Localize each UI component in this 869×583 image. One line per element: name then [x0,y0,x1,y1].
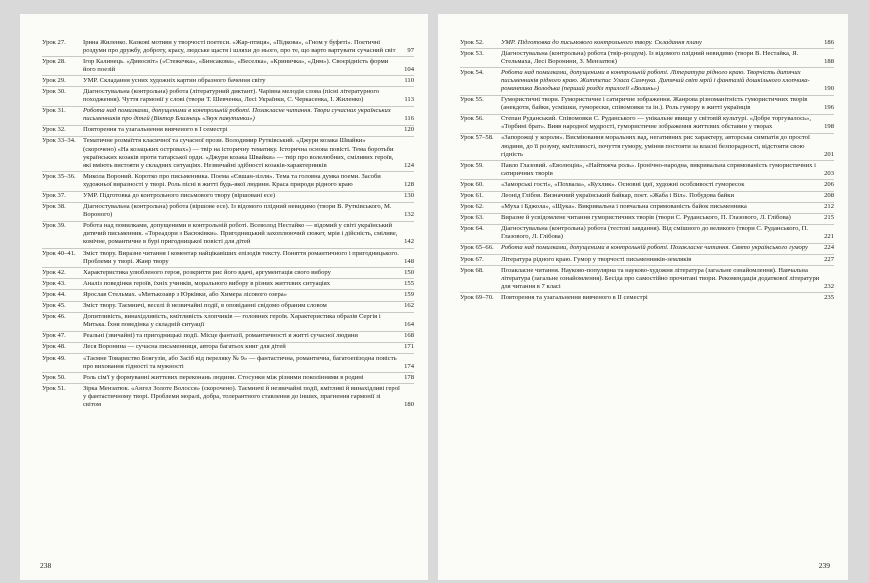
lesson-title: Тематичне розмаїття класичної та сучасної прози. Володимир Рутківський. «Джури козака Швайки» (скорочено) «На козацьких островах») — твір на історичну тематику. Історична основа повісті. Тема боротьби українських козаків проти татарської орди. «Джури козака Швайки» — твір про волелюбних, сміливих героїв, які вміють вистояти у складних ситуаціях. Незвичайні здібності козаків-характерників [83,137,394,169]
page-ref: 168 [404,332,414,340]
page-ref: 128 [404,180,414,188]
lesson-label: Урок 40–41. [42,249,76,257]
page-ref: 132 [404,211,414,219]
toc-entry [460,191,834,202]
right-toc [460,38,834,304]
lesson-title: Повторення та узагальнення вивченого в І семестрі [83,126,228,134]
page-ref: 198 [824,123,834,131]
lesson-title: Діагностувальна (контрольна) робота (літературний диктант). Чарівна мелодія слова (пісні літературного походження). Чуття гармонії у слові (твори Т. Шевченка, Лесі Українки, С. Черкасенка, І. Жиленко) [83,87,380,104]
lesson-label: Урок 37. [42,192,66,199]
page-ref: 159 [404,290,414,298]
toc-entry [460,213,834,224]
lesson-label: Урок 50. [42,373,66,381]
lesson-title: Робота над помилками, допущеними в контрольній роботі. Позакласне читання. Свято українського гумору [501,244,808,252]
lesson-label: Урок 28. [42,57,66,65]
page-ref: 203 [824,169,834,177]
page-ref: 110 [404,76,414,84]
lesson-label: Урок 52. [460,38,484,46]
lesson-label: Урок 27. [42,38,66,46]
toc-entry [42,342,414,353]
toc-entry [460,254,834,265]
lesson-label: Урок 31. [42,107,66,115]
lesson-label: Урок 29. [42,76,66,84]
page-ref: 148 [404,257,414,265]
lesson-title: Ірина Жиленко. Казкові мотиви у творчості поетеси. «Жар-птиця», «Підкова», «Гном у буфеті». Поетичні роздуми про дружбу, доброту, красу, людське щастя і шляхи до нього, про те, що варто вартувати сучасний світ [83,38,396,54]
lesson-label: Урок 61. [460,192,484,199]
lesson-title: Робота над помилками, допущеними в контрольній роботі. Всеволод Нестайко — відомий у світі український дитячий письменник. «Тореадори з Васюківки». Пригодницький захоплюючий сюжет, мрія і дійсність, сміливе, комічне, романтичне в бурі пригодницької повісті для дітей [83,222,398,246]
left-page [20,14,428,580]
lesson-title: Діагностувальна (контрольна) робота (віршове есе). Із відомого плідний невидимо (твори В. Рутківського, М. Вороного) [83,203,392,219]
lesson-title: Степан Руданський. Співомовки С. Руданського — унікальне явище у світовій культурі. «Добре торгувалось», «Торбині брат». Вияв народної мудрості, гумористичне зображення життєвих обставин у творах [501,115,811,131]
lesson-title: Леонід Глібов. Визначний український байкар, поет. «Жаба і Віл». Побудова байки [501,192,734,199]
page-ref: 208 [824,192,834,199]
toc-entry [42,289,414,300]
lesson-title: Виразне й усвідомлене читання гумористичних творів (твори С. Руданського, П. Глазового, Л. Глібова) [501,214,791,222]
toc-entry [42,125,414,136]
toc-entry [460,48,834,67]
toc-entry [42,301,414,312]
toc-entry [460,179,834,190]
page-ref: 113 [404,96,414,104]
toc-entry [460,202,834,213]
lesson-label: Урок 43. [42,279,66,287]
toc-entry [42,312,414,331]
lesson-title: Микола Вороний. Коротко про письменника. Поема «Євшан-зілля». Тема та головна думка поеми. Засоби художньої виразності у творі. Роль пісні в житті будь-якої людини. Краса природи рідного краю [83,172,381,188]
lesson-label: Урок 57–58. [460,134,494,142]
toc-entry [460,67,834,94]
page-ref: 171 [404,343,414,351]
lesson-title: Робота над помилками, допущеними в контрольній роботі. Позакласне читання. Твори сучасних українських письменників про дітей (Віктор Близнець «Звук павутинки») [83,107,391,123]
lesson-title: Ігор Калинець. «Дивосвіт» («Стежечка», «Бинсакова», «Веселка», «Криничка», «Дим»). Своєрідність форми його поезій [83,57,389,73]
page-ref: 116 [404,115,414,123]
lesson-label: Урок 51. [42,384,66,392]
lesson-label: Урок 32. [42,126,66,134]
lesson-title: УМР. Підготовка до контрольного письмового твору (віршовані есе) [83,192,276,199]
lesson-label: Урок 39. [42,222,66,230]
toc-entry [42,267,414,278]
page-ref: 212 [824,203,834,211]
page-ref: 155 [404,279,414,287]
page-ref: 104 [404,65,414,73]
page-ref: 130 [404,192,414,199]
lesson-label: Урок 35–36. [42,172,76,180]
toc-entry [42,38,414,56]
page-ref: 224 [824,244,834,252]
lesson-title: Робота над помилками, допущеними в контрольній роботі. Література рідного краю. Творчість дитячих письменників рідного краю. Життєпис Уласа Самчука. Дитячий світ мрій і фантазій дошкільного хлопчика-романтика Володька (перший розділ трилогії «Волинь») [501,68,810,92]
lesson-title: Зміст твору. Таємничі, веселі й незвичайні події, в оповіданні свідомо обраним словом [83,302,327,310]
toc-entry [460,38,834,48]
page-ref: 206 [824,180,834,188]
page-ref: 215 [824,214,834,222]
lesson-label: Урок 44. [42,290,66,298]
toc-entry [42,202,414,221]
lesson-label: Урок 55. [460,96,484,104]
lesson-title: Повторення та узагальнення вивченого в ІІ семестрі [501,293,648,301]
page-ref: 180 [404,400,414,408]
lesson-title: Реальні (звичайні) та пригодницькі події. Місце фантазії, романтичності в житті сучасної людини [83,332,358,340]
toc-entry [460,292,834,303]
lesson-label: Урок 56. [460,115,484,123]
lesson-title: Позакласне читання. Науково-популярна та науково-художня література (загальне ознайомлення). Навчальна література (загальне ознайомлення). Бесіда про самостійно прочитані твори. Рекомендація додаткової літератури для читання в 7 класі [501,266,820,290]
page-ref: 120 [404,126,414,134]
lesson-label: Урок 65–66. [460,244,494,252]
lesson-label: Урок 53. [460,49,484,57]
left-toc [42,38,414,411]
lesson-title: Характеристика улюбленого героя, розкриття рис його вдачі, аргументація свого вибору [83,268,331,276]
toc-entry [42,56,414,75]
lesson-label: Урок 60. [460,180,484,188]
lesson-label: Урок 33–34. [42,137,76,145]
toc-entry [460,224,834,243]
page-ref: 235 [824,293,834,301]
toc-entry [42,331,414,342]
lesson-title: «Заморські гості», «Похвала», «Кухлик». Основні ідеї, художні особливості гуморесок [501,180,745,188]
toc-entry [42,191,414,202]
lesson-title: Зірка Мензатюк. «Ангел Золоте Волосся» (скорочено). Таємничі й незвичайні події, кмітливі й винахідливі герої у фантастичному творі. Проблеми моралі, добра, толерантного ставлення до інших, прагнення гармонії зі світом [83,384,400,408]
lesson-label: Урок 47. [42,332,66,340]
toc-entry [42,353,414,372]
lesson-title: Павло Глазовий. «Еволюція», «Найтяжча роль». Іронічно-народна, викривальна спрямованість гумористичних і сатиричних творів [501,161,816,177]
page-ref: 174 [404,362,414,370]
page-ref: 201 [824,150,834,158]
right-page [438,14,848,580]
page-ref: 227 [824,255,834,263]
lesson-title: УМР. Підготовка до письмового контрольного твору. Складання плану [501,38,702,46]
page-ref: 190 [824,84,834,92]
lesson-label: Урок 42. [42,268,66,276]
lesson-label: Урок 62. [460,203,484,211]
lesson-label: Урок 59. [460,161,484,169]
lesson-title: «Запорожці у короля». Висміювання моральних вад, негативних рис характеру, авторська симпатія до простої людини, до її розуму, кмітливості, почуття гумору, уміння постояти за власні безпорадності, відстояти свою гідність [501,134,810,158]
page-ref: 196 [824,104,834,112]
toc-entry [42,221,414,248]
lesson-label: Урок 46. [42,313,66,321]
toc-entry [42,278,414,289]
lesson-title: Діагностувальна (контрольна) робота (твір-роздум). Із відомого плідний невидимо (твори В. Нестайка, Я. Стельмаха, Лесі Воронини, З. Мензатюк) [501,49,799,65]
lesson-label: Урок 68. [460,266,484,274]
lesson-label: Урок 64. [460,225,484,233]
lesson-label: Урок 69–70. [460,293,494,301]
page-ref: 142 [404,238,414,246]
right-page-number: 239 [818,561,830,570]
toc-entry [42,136,414,171]
lesson-title: Аналіз поведінки героїв, їхніх учинків, морального вибору в різних життєвих ситуаціях [83,279,331,287]
toc-entry [42,171,414,190]
lesson-label: Урок 48. [42,343,66,351]
toc-entry [42,248,414,267]
page-ref: 221 [824,233,834,241]
toc-entry [460,160,834,179]
toc-entry [42,383,414,410]
toc-entry [460,114,834,133]
lesson-title: Гумористичні твори. Гумористичне і сатиричне зображення. Жанрова різноманітність гумористичних творів (анекдоти, байки, усмішки, гуморески, співомовки та ін.). Роль гумору в житті українців [501,96,808,112]
lesson-label: Урок 45. [42,302,66,310]
page-ref: 178 [404,373,414,381]
lesson-title: «Муха і Бджола», «Щука». Викривальна і повчальна спрямованість байок письменника [501,203,747,211]
toc-entry [460,133,834,160]
toc-entry [460,243,834,254]
lesson-title: Література рідного краю. Гумор у творчості письменників-земляків [501,255,692,263]
lesson-title: Зміст твору. Виразне читання і коментар найцікавіших епізодів тексту. Поняття романтичного і пригодницького. Проблеми у творі. Жанр твору [83,249,399,265]
page-ref: 162 [404,302,414,310]
lesson-title: Ярослав Стельмах. «Митькозавр з Юрківки, або Химера лісового озера» [83,290,287,298]
page-ref: 232 [824,282,834,290]
toc-entry [42,75,414,86]
page-ref: 150 [404,268,414,276]
lesson-title: Допитливість, винахідливість, кмітливість хлопчиків — головних героїв. Характеристика образів Сергія і Митька. Їхня поведінка у складній ситуації [83,313,381,329]
lesson-label: Урок 67. [460,255,484,263]
lesson-label: Урок 30. [42,87,66,95]
toc-entry [42,86,414,105]
page-ref: 124 [404,161,414,169]
lesson-title: УМР. Складання усних художніх картин образного бачення світу [83,76,266,84]
toc-entry [460,95,834,114]
lesson-label: Урок 38. [42,203,66,211]
page-ref: 164 [404,321,414,329]
lesson-label: Урок 54. [460,68,484,76]
lesson-title: Леся Воронина — сучасна письменниця, автора багатьох книг для дітей [83,343,286,351]
lesson-title: Діагностувальна (контрольна) робота (тестові завдання). Від смішного до великого (твори С. Руданського, П. Глазового, Л. Глібова) [501,225,809,241]
page-ref: 97 [407,46,414,54]
page-ref: 186 [824,38,834,46]
toc-entry [42,106,414,125]
lesson-label: Урок 63. [460,214,484,222]
left-page-number: 238 [40,561,52,570]
lesson-title: Роль сім'ї у формуванні життєвих переконань людини. Стосунки між різними поколіннями в родині [83,373,364,381]
page-ref: 188 [824,57,834,65]
toc-entry [42,372,414,383]
lesson-title: «Таємне Товариство Боягузів, або Засіб від переляку № 9» — фантастична, романтична, багатоепізодна повість про виховання гідності та мужності [83,354,397,370]
toc-entry [460,265,834,292]
lesson-label: Урок 49. [42,354,66,362]
